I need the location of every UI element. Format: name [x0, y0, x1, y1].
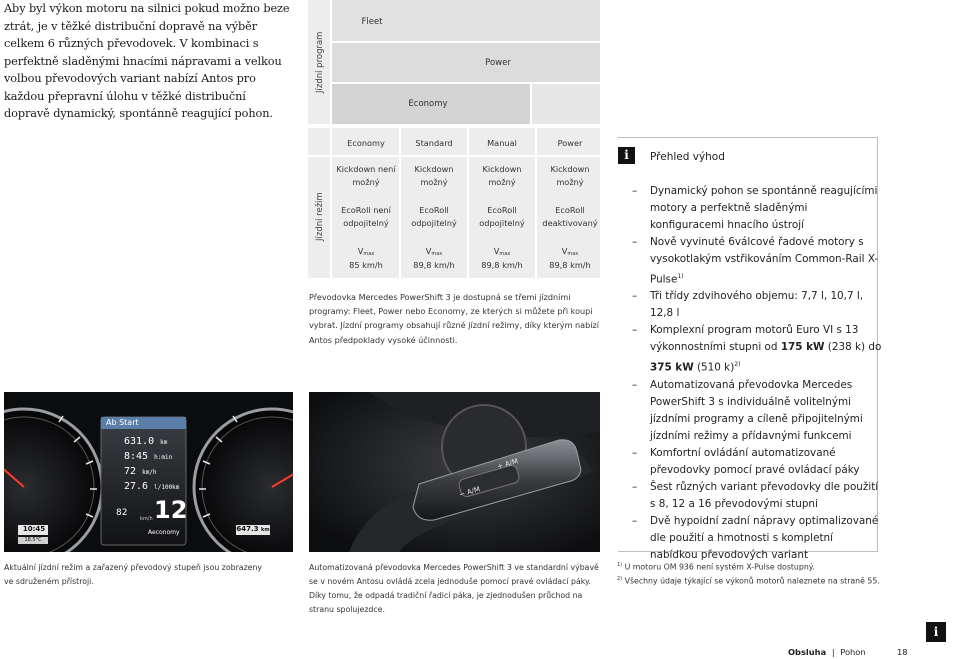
- drive-mode-indicator: Aeconomy: [148, 529, 180, 536]
- current-speed-small: 82: [116, 508, 128, 518]
- readout-row: 27.6 l/100km: [124, 481, 180, 492]
- vmax-label: $V_{max}$: [493, 246, 511, 257]
- readout-row: 631.0 km: [124, 436, 168, 447]
- program-label-power: Power: [485, 58, 511, 68]
- footnote: $^{2)}$ Všechny údaje týkající se výkonů motorů naleznete na straně 55.: [617, 576, 880, 586]
- ecoroll-line: EcoRoll: [419, 205, 449, 215]
- vmax-label: $V_{max}$: [561, 246, 579, 257]
- modes-table: [308, 128, 600, 278]
- ecoroll-line: odpojitelný: [343, 218, 389, 228]
- readout-row: 72 km/h: [124, 466, 157, 477]
- lever-label-downshift: − A/M: [458, 485, 481, 499]
- page-number: 18: [897, 647, 908, 657]
- info-icon: i: [618, 147, 635, 164]
- vmax-speed: 89,8 km/h: [413, 260, 455, 270]
- readout-row: 8:45 h:min: [124, 451, 173, 462]
- current-speed-unit: km/h: [140, 516, 153, 522]
- steering-lever-photo: [309, 392, 600, 552]
- vmax-speed: 89,8 km/h: [481, 260, 523, 270]
- temperature-readout: 18.5°C: [24, 537, 42, 543]
- mode-column: [536, 128, 604, 278]
- program-label-economy: Economy: [408, 99, 448, 109]
- kickdown-line: možný: [352, 177, 380, 187]
- vmax-label: $V_{max}$: [357, 246, 375, 257]
- gear-indicator: 12: [154, 496, 188, 524]
- ecoroll-line: EcoRoll: [487, 205, 517, 215]
- page-footer: [788, 647, 866, 657]
- program-label-fleet: Fleet: [361, 17, 383, 27]
- ecoroll-line: odpojitelný: [479, 218, 525, 228]
- mode-name: Power: [557, 138, 583, 148]
- lever-label-upshift: + A/M: [496, 457, 519, 471]
- vmax-speed: 85 km/h: [349, 260, 383, 270]
- lever-illustration: [309, 392, 600, 552]
- kickdown-line: možný: [488, 177, 516, 187]
- ecoroll-line: EcoRoll není: [341, 205, 391, 215]
- kickdown-line: Kickdown: [482, 164, 522, 174]
- mode-column: [400, 128, 468, 278]
- clock-readout: 10:45: [22, 525, 46, 533]
- footnote: $^{1)}$ U motoru OM 936 není systém X-Pulse dostupný.: [617, 562, 815, 572]
- vmax-label: $V_{max}$: [425, 246, 443, 257]
- kickdown-line: možný: [420, 177, 448, 187]
- mode-column: [468, 128, 536, 278]
- kickdown-line: Kickdown: [550, 164, 590, 174]
- advantage-item: – Komplexní program motorů Euro VI s 13 výkonnostními stupni od 175 kW (238 k) do 375 kW (510 k)$^{2)}$: [632, 322, 882, 376]
- advantage-item: – Nově vyvinuté 6válcové řadové motory s vysokotlakým vstřikováním Common-Rail X-Pulse$^{1)}$: [632, 234, 882, 288]
- advantage-item: – Tři třídy zdvihového objemu: 7,7 l, 10,7 l, 12,8 l: [632, 288, 882, 322]
- kickdown-line: Kickdown: [414, 164, 454, 174]
- ecoroll-line: EcoRoll: [555, 205, 585, 215]
- footer-info-icon: i: [926, 622, 946, 642]
- advantages-list: [632, 183, 882, 564]
- intro-paragraph: Aby byl výkon motoru na silnici pokud možno beze ztrát, je v těžké distribuční dopravě na výběr celkem 6 různých převodovek. V kombinaci s perfektně sladěnými hnacími nápravami a velkou volbou převodových variant nabízí Antos pro každou přepravní úlohu v těžké distribuční dopravě dynamický, spontánně reagující pohon.: [4, 2, 290, 120]
- dashboard-photo: [4, 392, 293, 552]
- ecoroll-line: odpojitelný: [411, 218, 457, 228]
- advantage-item: – Šest různých variant převodovky dle použití s 8, 12 a 16 převodovými stupni: [632, 479, 882, 513]
- advantage-item: – Automatizovaná převodovka Mercedes PowerShift 3 s individuálně volitelnými jízdními programy a cíleně připojitelnými jízdními režimy a přídavnými funkcemi: [632, 377, 882, 445]
- transmission-description: Převodovka Mercedes PowerShift 3 je dostupná se třemi jízdními programy: Fleet, Power nebo Economy, ze kterých si můžete při koupi vybrat. Jízdní programy obsahují různé jízdní režimy, díky kterým nabízí Antos předpoklady vysoké účinnosti.: [309, 292, 600, 345]
- mode-name: Manual: [487, 138, 517, 148]
- ecoroll-line: deaktivovaný: [542, 218, 598, 228]
- vmax-speed: 89,8 km/h: [549, 260, 591, 270]
- advantages-title: Přehled výhod: [650, 151, 725, 163]
- photo1-caption: Aktuální jízdní režim a zařazený převodový stupeň jsou zobrazeny ve sdruženém přístroji.: [4, 563, 263, 586]
- advantage-item: – Komfortní ovládání automatizované převodovky pomocí pravé ovládací páky: [632, 445, 882, 479]
- mode-column: [332, 128, 400, 278]
- footer-separator: |: [831, 647, 835, 657]
- advantage-item: – Dynamický pohon se spontánně reagujícími motory a perfektně sladěnými konfiguracemi hnacího ústrojí: [632, 183, 882, 234]
- program-table: [308, 0, 600, 124]
- footer-section: Obsluha: [788, 647, 827, 657]
- advantage-item: – Dvě hypoidní zadní nápravy optimalizované dle použití a hmotnosti s kompletní nabídkou převodových variant: [632, 513, 882, 564]
- readout-list: [124, 436, 184, 496]
- modes-side-label: Jízdní režim: [315, 192, 325, 242]
- mode-name: Economy: [347, 138, 385, 148]
- odometer-readout: 647.3 km: [236, 525, 270, 533]
- program-side-label: Jízdní program: [315, 31, 325, 93]
- trip-label: Ab Start: [106, 418, 139, 427]
- kickdown-line: Kickdown není: [336, 164, 396, 174]
- footer-page-title: Pohon: [840, 647, 866, 657]
- kickdown-line: možný: [556, 177, 584, 187]
- photo2-caption: Automatizovaná převodovka Mercedes PowerShift 3 ve standardní výbavě se v novém Antosu ovládá zcela jednoduše pomocí pravé ovládací páky. Díky tomu, že odpadá tradiční řadicí páka, je zjednodušen průchod na stranu spolujezdce.: [309, 563, 599, 614]
- mode-name: Standard: [415, 138, 453, 148]
